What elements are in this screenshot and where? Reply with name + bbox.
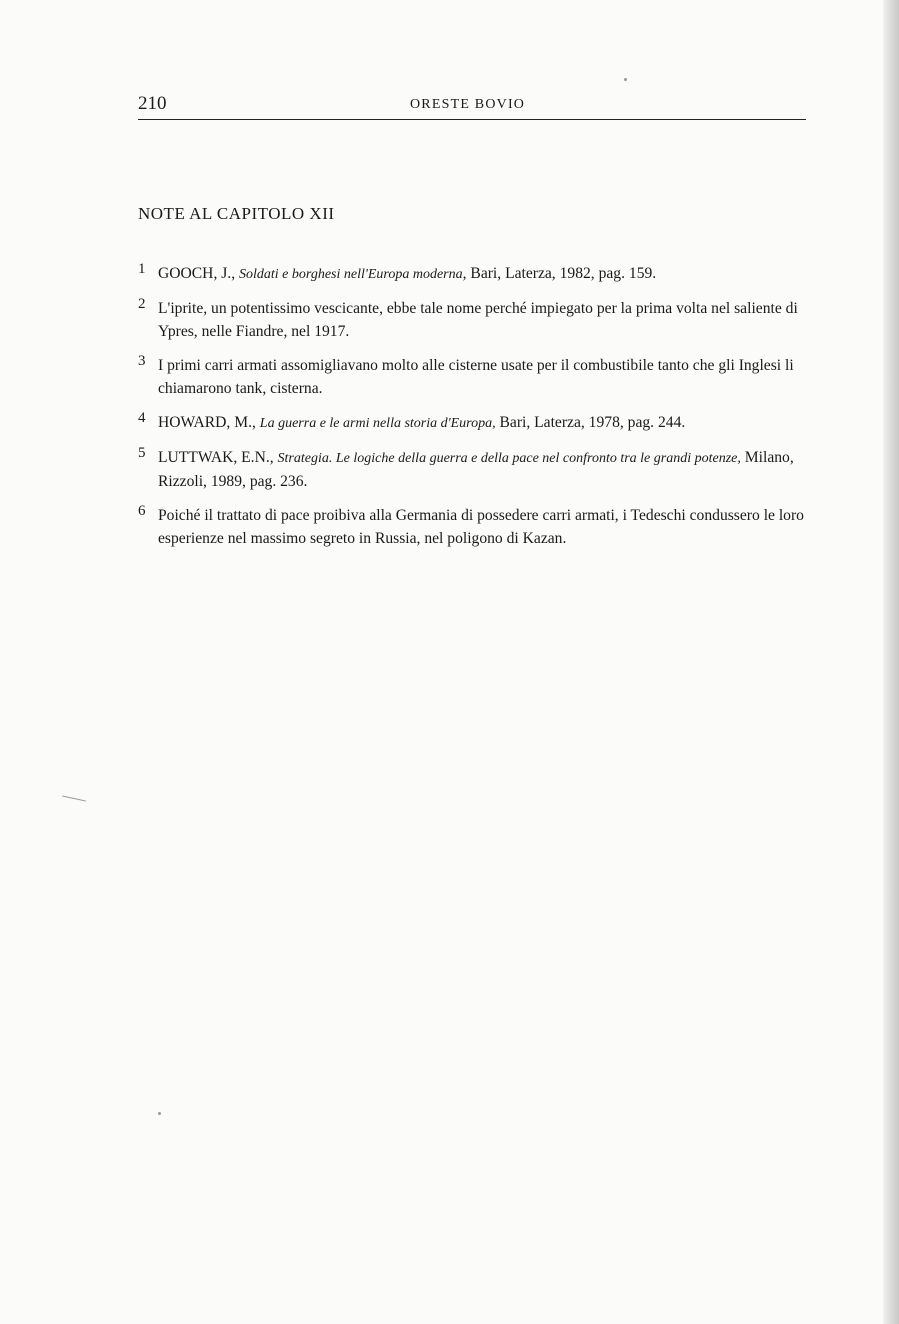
note-title: Soldati e borghesi nell'Europa moderna xyxy=(239,267,463,282)
scan-speck xyxy=(158,1112,161,1115)
running-title: ORESTE BOVIO xyxy=(410,97,526,112)
note-5 xyxy=(138,446,810,493)
note-publication: Milano, Rizzoli, 1989, pag. 236. xyxy=(158,449,794,490)
notes-list xyxy=(138,262,810,561)
note-title: La guerra e le armi nella storia d'Europa, xyxy=(259,416,496,431)
page-number: 210 xyxy=(138,93,167,114)
note-number: 3 xyxy=(138,353,146,369)
note-6 xyxy=(138,504,810,550)
running-header xyxy=(138,93,806,120)
note-4 xyxy=(138,411,810,435)
note-text: L'iprite, un potentissimo vescicante, ebbe tale nome perché impiegato per la prima volta nel saliente di Ypres, nelle Fiandre, nel 1917. xyxy=(158,300,798,340)
note-3 xyxy=(138,354,810,400)
note-number: 6 xyxy=(138,503,146,519)
note-number: 1 xyxy=(138,261,146,277)
note-author: GOOCH, J., xyxy=(158,265,240,282)
note-publication: , Bari, Laterza, 1982, pag. 159. xyxy=(462,265,657,282)
note-number: 5 xyxy=(138,445,146,461)
note-text: I primi carri armati assomigliavano molto alle cisterne usate per il combustibile tanto che gli Inglesi li chiamarono tank, cisterna. xyxy=(158,357,794,397)
spine-shadow xyxy=(883,0,899,1324)
section-title: NOTE AL CAPITOLO XII xyxy=(138,204,335,223)
note-title: Strategia. Le logiche della guerra e della pace nel confronto tra le grandi potenze, xyxy=(277,451,741,466)
note-number: 2 xyxy=(138,296,146,312)
scan-speck xyxy=(624,78,627,81)
note-1 xyxy=(138,262,810,286)
scan-mark xyxy=(62,796,86,802)
note-text: Poiché il trattato di pace proibiva alla Germania di possedere carri armati, i Tedeschi condussero le loro esperienze nel massimo segreto in Russia, nel poligono di Kazan. xyxy=(158,507,804,547)
note-author: LUTTWAK, E.N., xyxy=(158,449,278,466)
note-2 xyxy=(138,297,810,343)
note-number: 4 xyxy=(138,410,146,426)
note-author: HOWARD, M., xyxy=(158,414,260,431)
note-publication: Bari, Laterza, 1978, pag. 244. xyxy=(495,414,686,431)
